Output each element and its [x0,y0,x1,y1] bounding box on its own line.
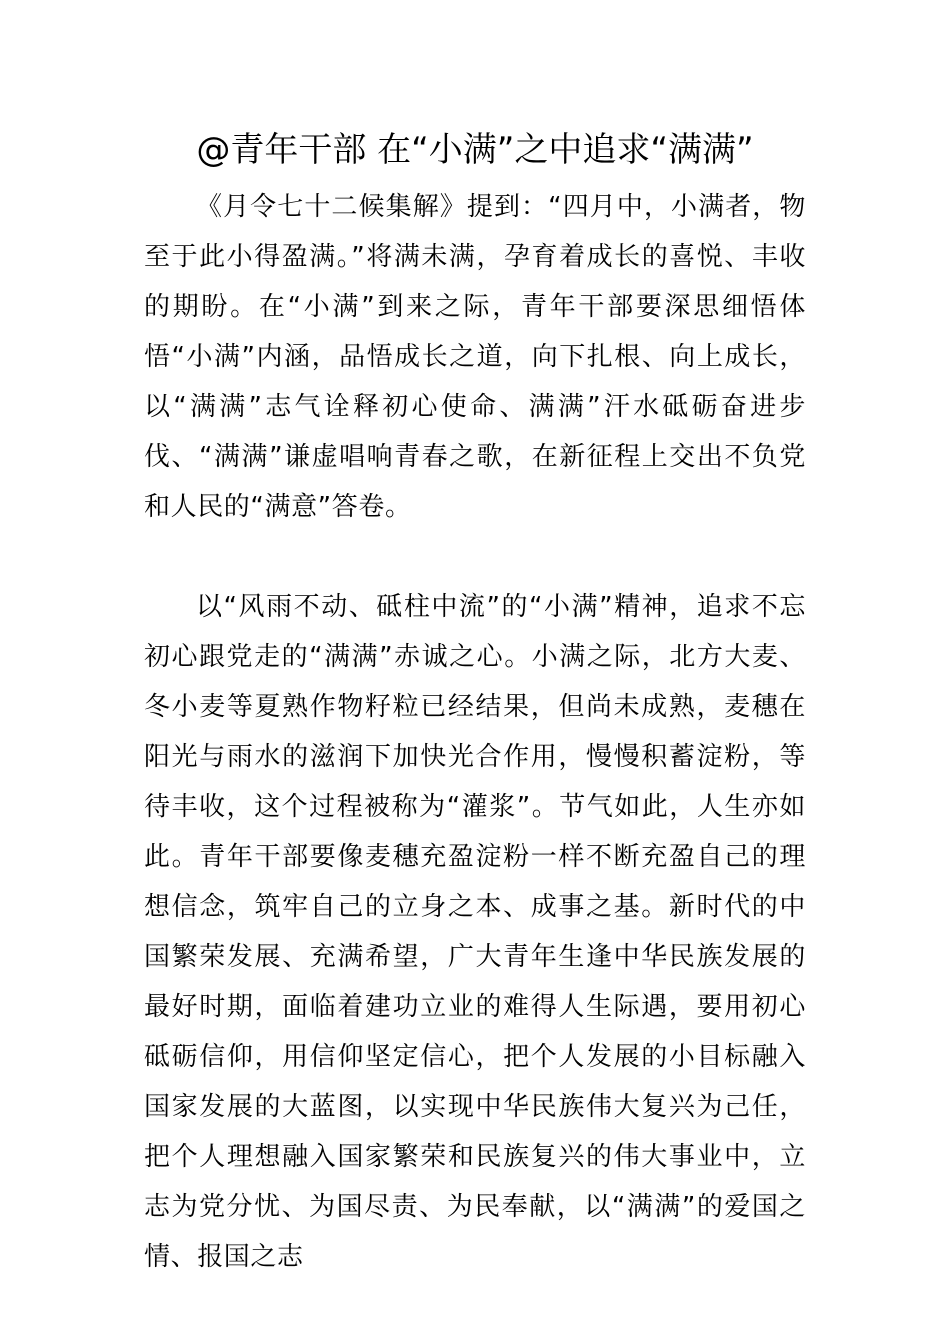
paragraph-intro: 《月令七十二候集解》提到：“四月中，小满者，物至于此小得盈满。”将满未满，孕育着成长的喜悦、丰收的期盼。在“小满”到来之际，青年干部要深思细悟体悟“小满”内涵，品悟成长之道，向下扎根、向上成长，以“满满”志气诠释初心使命、满满”汗水砥砺奋进步伐、“满满”谦虚唱响青春之歌，在新征程上交出不负党和人民的“满意”答卷。 [144,192,806,522]
paragraph-body: 以“风雨不动、砥柱中流”的“小满”精神，追求不忘初心跟党走的“满满”赤诚之心。小满之际，北方大麦、冬小麦等夏熟作物籽粒已经结果，但尚未成熟，麦穗在阳光与雨水的滋润下加快光合作用，慢慢积蓄淀粉，等待丰收，这个过程被称为“灌浆”。节气如此，人生亦如此。青年干部要像麦穗充盈淀粉一样不断充盈自己的理想信念，筑牢自己的立身之本、成事之基。新时代的中国繁荣发展、充满希望，广大青年生逢中华民族发展的最好时期，面临着建功立业的难得人生际遇，要用初心砥砺信仰，用信仰坚定信心，把个人发展的小目标融入国家发展的大蓝图，以实现中华民族伟大复兴为己任，把个人理想融入国家繁荣和民族复兴的伟大事业中，立志为党分忧、为国尽责、为民奉献，以“满满”的爱国之情、报国之志 [144,592,806,1272]
paragraph-gap [144,532,806,582]
document-page [144,118,806,1282]
document-title: @青年干部 在“小满”之中追求“满满” [196,130,754,170]
